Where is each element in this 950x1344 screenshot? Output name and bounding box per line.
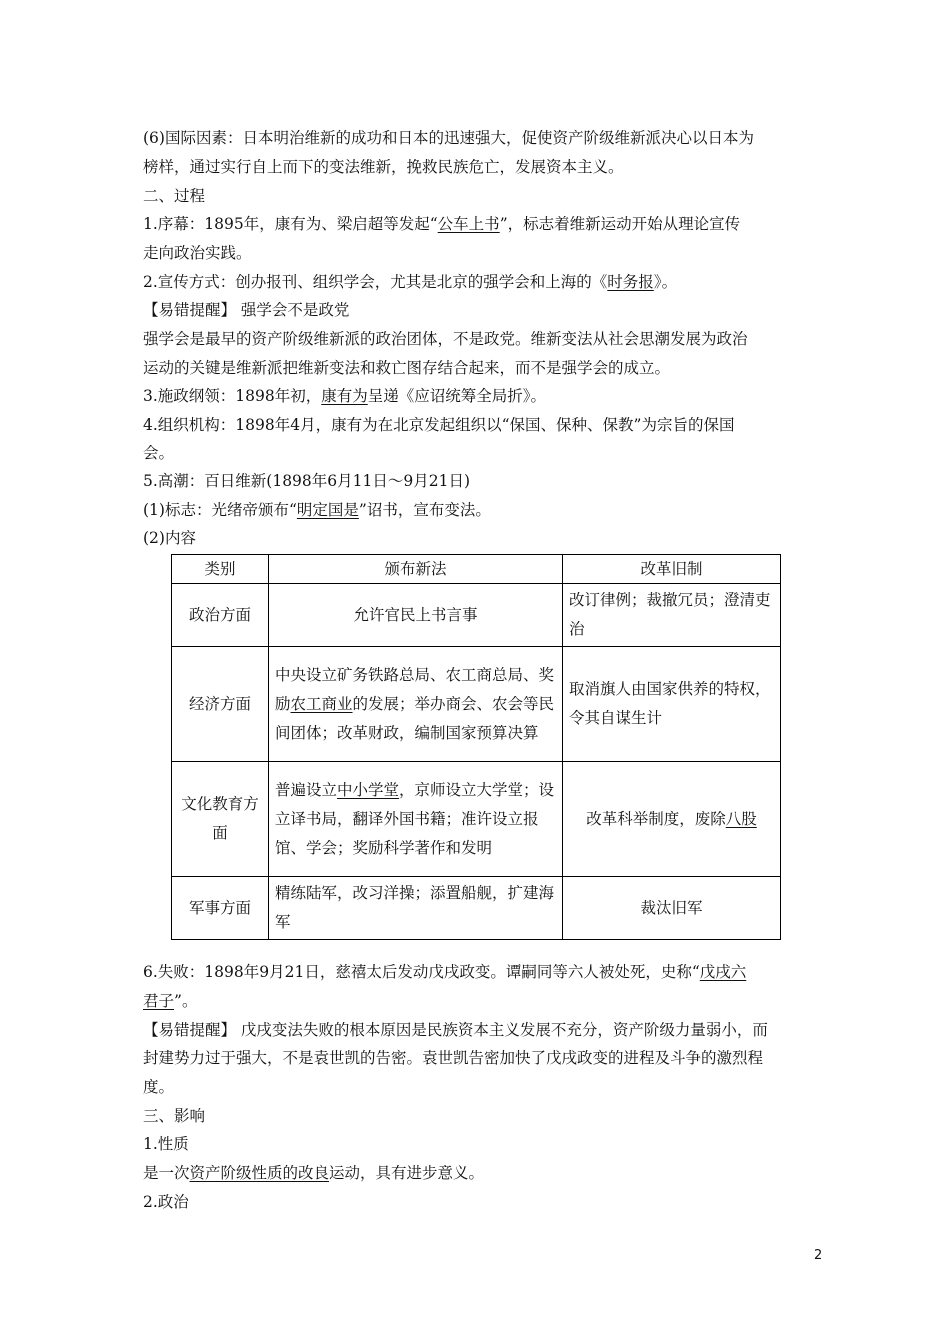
reform-content-table bbox=[171, 554, 781, 940]
text-line: (6)国际因素：日本明治维新的成功和日本的迅速强大，促使资产阶级维新派决心以日本为 bbox=[143, 129, 754, 147]
text-line: (2)内容 bbox=[143, 529, 196, 547]
text-line: 1.性质 bbox=[143, 1135, 189, 1153]
category-cell: 政治方面 bbox=[172, 584, 269, 647]
section-heading: 二、过程 bbox=[143, 187, 206, 205]
text-line: 走向政治实践。 bbox=[143, 244, 252, 262]
text-line: 运动的关键是维新派把维新变法和救亡图存结合起来，而不是强学会的成立。 bbox=[143, 359, 671, 377]
table-row bbox=[172, 647, 781, 762]
category-cell: 军事方面 bbox=[172, 877, 269, 940]
old-system-cell: 改革科举制度，废除八股 bbox=[563, 762, 781, 877]
text-line: 封建势力过于强大，不是袁世凯的告密。袁世凯告密加快了戊戌政变的进程及斗争的激烈程 bbox=[143, 1049, 764, 1067]
text-line: 5.高潮：百日维新(1898年6月11日～9月21日) bbox=[143, 472, 470, 490]
tip-line: 【易错提醒】 戊戌变法失败的根本原因是民族资本主义发展不充分，资产阶级力量弱小，而 bbox=[143, 1021, 768, 1039]
new-law-cell: 精练陆军，改习洋操；添置船舰，扩建海军 bbox=[269, 877, 563, 940]
column-header: 改革旧制 bbox=[563, 555, 781, 584]
old-system-cell: 裁汰旧军 bbox=[563, 877, 781, 940]
table-row bbox=[172, 877, 781, 940]
text-line: 度。 bbox=[143, 1078, 175, 1096]
text-line: 强学会是最早的资产阶级维新派的政治团体，不是政党。维新变法从社会思潮发展为政治 bbox=[143, 330, 748, 348]
category-cell: 文化教育方面 bbox=[172, 762, 269, 877]
category-cell: 经济方面 bbox=[172, 647, 269, 762]
text-line: 会。 bbox=[143, 444, 175, 462]
column-header: 类别 bbox=[172, 555, 269, 584]
text-line: 是一次资产阶级性质的改良运动，具有进步意义。 bbox=[143, 1164, 485, 1182]
tip-heading: 【易错提醒】 强学会不是政党 bbox=[143, 301, 350, 319]
page-number: 2 bbox=[814, 1248, 823, 1263]
table-row bbox=[172, 762, 781, 877]
text-line: 君子”。 bbox=[143, 992, 198, 1010]
table-row bbox=[172, 584, 781, 647]
text-line: 1.序幕：1895年，康有为、梁启超等发起“公车上书”，标志着维新运动开始从理论宣传 bbox=[143, 215, 741, 233]
text-line: 6.失败：1898年9月21日，慈禧太后发动戊戌政变。谭嗣同等六人被处死，史称“戊戌六 bbox=[143, 963, 747, 981]
table-header-row bbox=[172, 555, 781, 584]
new-law-cell: 允许官民上书言事 bbox=[269, 584, 563, 647]
text-line: (1)标志：光绪帝颁布“明定国是”诏书，宣布变法。 bbox=[143, 501, 491, 519]
text-line: 2.宣传方式：创办报刊、组织学会，尤其是北京的强学会和上海的《时务报》。 bbox=[143, 273, 678, 291]
new-law-cell: 普遍设立中小学堂，京师设立大学堂；设立译书局，翻译外国书籍；准许设立报馆、学会；奖励科学著作和发明 bbox=[269, 762, 563, 877]
column-header: 颁布新法 bbox=[269, 555, 563, 584]
text-line: 2.政治 bbox=[143, 1193, 189, 1211]
old-system-cell: 取消旗人由国家供养的特权，令其自谋生计 bbox=[563, 647, 781, 762]
section-heading: 三、影响 bbox=[143, 1107, 206, 1125]
new-law-cell: 中央设立矿务铁路总局、农工商总局、奖励农工商业的发展；举办商会、农会等民间团体；改革财政，编制国家预算决算 bbox=[269, 647, 563, 762]
text-line: 3.施政纲领：1898年初，康有为呈递《应诏统筹全局折》。 bbox=[143, 387, 547, 405]
text-line: 4.组织机构：1898年4月，康有为在北京发起组织以“保国、保种、保教”为宗旨的保国 bbox=[143, 416, 735, 434]
old-system-cell: 改订律例；裁撤冗员；澄清吏治 bbox=[563, 584, 781, 647]
text-line: 榜样，通过实行自上而下的变法维新，挽救民族危亡，发展资本主义。 bbox=[143, 158, 624, 176]
